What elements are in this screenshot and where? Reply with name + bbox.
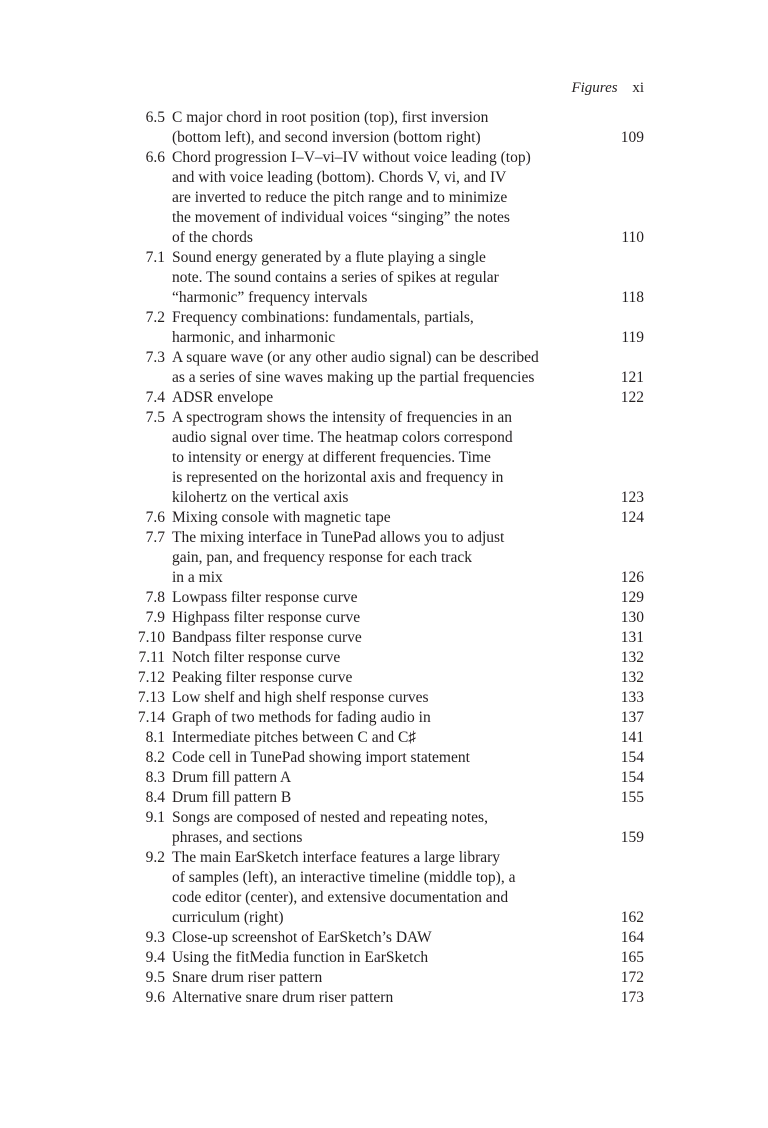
figure-entry — [128, 948, 644, 968]
figure-number: 7.7 — [145, 529, 165, 546]
figure-caption — [172, 848, 578, 928]
running-head — [571, 78, 644, 98]
figure-entry — [128, 748, 644, 768]
figure-caption-line: Lowpass filter response curve — [172, 589, 358, 606]
figure-entry — [128, 968, 644, 988]
figure-entry — [128, 528, 644, 588]
figure-caption-line: note. The sound contains a series of spikes at regular — [172, 269, 499, 286]
running-head-section: Figures — [571, 80, 618, 96]
figure-page-number: 126 — [620, 569, 644, 586]
figure-caption-line: and with voice leading (bottom). Chords V, vi, and IV — [172, 169, 507, 186]
figure-caption-line: the movement of individual voices “singing” the notes — [172, 209, 510, 226]
figure-caption — [172, 968, 578, 988]
figure-caption-line: Using the fitMedia function in EarSketch — [172, 949, 429, 966]
figure-caption — [172, 788, 578, 808]
figure-number: 7.14 — [137, 709, 165, 726]
figure-caption-line: kilohertz on the vertical axis — [172, 489, 349, 506]
figure-page-number: 129 — [620, 589, 644, 606]
figure-caption-line: audio signal over time. The heatmap colors correspond — [172, 429, 513, 446]
figure-caption-line: Chord progression I–V–vi–IV without voice leading (top) — [172, 149, 531, 166]
figure-number: 7.10 — [137, 629, 165, 646]
figure-caption — [172, 108, 578, 148]
figure-caption-line: C major chord in root position (top), first inversion — [172, 109, 489, 126]
figure-caption-line: Code cell in TunePad showing import statement — [172, 749, 470, 766]
figure-entry — [128, 348, 644, 388]
figure-page-number: 173 — [620, 989, 644, 1006]
figure-page-number: 159 — [620, 829, 644, 846]
figure-entry — [128, 928, 644, 948]
figure-number: 7.11 — [138, 649, 165, 666]
figure-caption-line: Graph of two methods for fading audio in — [172, 709, 431, 726]
figure-number: 8.4 — [145, 789, 165, 806]
figure-page-number: 118 — [621, 289, 644, 306]
figure-page-number: 165 — [620, 949, 644, 966]
figure-page-number: 119 — [621, 329, 644, 346]
figure-page-number: 109 — [620, 129, 644, 146]
figure-entry — [128, 608, 644, 628]
figure-number: 7.6 — [145, 509, 165, 526]
figure-caption-line: harmonic, and inharmonic — [172, 329, 336, 346]
figure-page-number: 155 — [620, 789, 644, 806]
figure-number: 7.13 — [137, 689, 165, 706]
figure-entry — [128, 148, 644, 248]
figure-number: 9.1 — [145, 809, 165, 826]
figure-number: 7.9 — [145, 609, 165, 626]
figure-number: 7.1 — [145, 249, 165, 266]
figure-page-number: 121 — [620, 369, 644, 386]
figure-number: 7.2 — [145, 309, 165, 326]
figure-caption-line: (bottom left), and second inversion (bottom right) — [172, 129, 481, 146]
figure-page-number: 133 — [620, 689, 644, 706]
figure-caption-line: of samples (left), an interactive timeline (middle top), a — [172, 869, 516, 886]
figure-page-number: 124 — [620, 509, 644, 526]
figure-entry — [128, 848, 644, 928]
figure-caption — [172, 348, 578, 388]
figure-page-number: 162 — [620, 909, 644, 926]
figure-caption — [172, 608, 578, 628]
figure-page-number: 172 — [620, 969, 644, 986]
figure-caption-line: Drum fill pattern A — [172, 769, 292, 786]
figure-caption — [172, 508, 578, 528]
figure-caption-line: Peaking filter response curve — [172, 669, 353, 686]
figure-caption — [172, 948, 578, 968]
figure-caption — [172, 708, 578, 728]
figure-caption-line: The main EarSketch interface features a large library — [172, 849, 501, 866]
figure-caption-line: Notch filter response curve — [172, 649, 341, 666]
figure-number: 7.3 — [145, 349, 165, 366]
figure-caption-line: Highpass filter response curve — [172, 609, 361, 626]
figure-number: 9.3 — [145, 929, 165, 946]
figure-caption-line: Frequency combinations: fundamentals, partials, — [172, 309, 474, 326]
figure-number: 9.4 — [145, 949, 165, 966]
figure-entry — [128, 708, 644, 728]
figure-entry — [128, 688, 644, 708]
figure-caption-line: of the chords — [172, 229, 253, 246]
figure-number: 7.5 — [145, 409, 165, 426]
figure-caption-line: Intermediate pitches between C and C♯ — [172, 729, 417, 746]
figure-page-number: 154 — [620, 769, 644, 786]
figure-page-number: 154 — [620, 749, 644, 766]
figure-entry — [128, 388, 644, 408]
figure-entry — [128, 728, 644, 748]
figure-number: 7.12 — [137, 669, 165, 686]
figure-caption — [172, 308, 578, 348]
figure-caption-line: is represented on the horizontal axis and frequency in — [172, 469, 504, 486]
figure-entry — [128, 308, 644, 348]
figure-caption — [172, 588, 578, 608]
figure-page-number: 122 — [620, 389, 644, 406]
figure-caption-line: “harmonic” frequency intervals — [172, 289, 368, 306]
figure-entry — [128, 588, 644, 608]
figure-caption — [172, 528, 578, 588]
figure-entry — [128, 808, 644, 848]
page-number: xi — [632, 80, 644, 96]
figure-number: 6.6 — [145, 149, 165, 166]
figure-number: 7.8 — [145, 589, 165, 606]
figure-list — [128, 108, 644, 1008]
figure-page-number: 131 — [620, 629, 644, 646]
figure-caption-line: ADSR envelope — [172, 389, 274, 406]
figure-number: 8.2 — [145, 749, 165, 766]
figure-caption-line: Songs are composed of nested and repeating notes, — [172, 809, 488, 826]
figure-page-number: 130 — [620, 609, 644, 626]
figure-caption — [172, 388, 578, 408]
figure-caption — [172, 668, 578, 688]
figure-caption-line: A spectrogram shows the intensity of frequencies in an — [172, 409, 513, 426]
figure-entry — [128, 408, 644, 508]
figure-entry — [128, 628, 644, 648]
figure-caption-line: Bandpass filter response curve — [172, 629, 362, 646]
figure-caption-line: code editor (center), and extensive documentation and — [172, 889, 509, 906]
figure-caption-line: A square wave (or any other audio signal) can be described — [172, 349, 539, 366]
figure-caption — [172, 988, 578, 1008]
figure-number: 9.6 — [145, 989, 165, 1006]
figure-page-number: 123 — [620, 489, 644, 506]
figure-entry — [128, 108, 644, 148]
figure-entry — [128, 768, 644, 788]
figure-caption-line: in a mix — [172, 569, 223, 586]
figure-caption — [172, 148, 578, 248]
figure-page-number: 141 — [620, 729, 644, 746]
figure-entry — [128, 248, 644, 308]
figure-caption — [172, 768, 578, 788]
figure-caption — [172, 748, 578, 768]
figure-caption-line: curriculum (right) — [172, 909, 284, 926]
figure-caption-line: gain, pan, and frequency response for each track — [172, 549, 472, 566]
figure-number: 7.4 — [145, 389, 165, 406]
figure-caption-line: Mixing console with magnetic tape — [172, 509, 391, 526]
figure-caption-line: Sound energy generated by a flute playing a single — [172, 249, 486, 266]
figure-caption-line: are inverted to reduce the pitch range and to minimize — [172, 189, 508, 206]
figure-number: 9.2 — [145, 849, 165, 866]
figure-number: 6.5 — [145, 109, 165, 126]
figure-caption — [172, 688, 578, 708]
figure-entry — [128, 508, 644, 528]
figure-number: 8.3 — [145, 769, 165, 786]
figure-caption-line: Snare drum riser pattern — [172, 969, 323, 986]
figure-entry — [128, 988, 644, 1008]
figure-caption — [172, 408, 578, 508]
figure-caption-line: Alternative snare drum riser pattern — [172, 989, 394, 1006]
figure-entry — [128, 668, 644, 688]
figure-page-number: 132 — [620, 669, 644, 686]
figure-caption — [172, 628, 578, 648]
figure-page-number: 110 — [621, 229, 644, 246]
figure-caption — [172, 728, 578, 748]
figure-caption-line: Low shelf and high shelf response curves — [172, 689, 429, 706]
figure-caption-line: as a series of sine waves making up the partial frequencies — [172, 369, 535, 386]
figure-page-number: 164 — [620, 929, 644, 946]
figure-caption-line: The mixing interface in TunePad allows you to adjust — [172, 529, 505, 546]
figure-caption — [172, 248, 578, 308]
figure-caption-line: phrases, and sections — [172, 829, 303, 846]
figure-caption-line: Close-up screenshot of EarSketch’s DAW — [172, 929, 432, 946]
figure-number: 8.1 — [145, 729, 165, 746]
figure-page-number: 137 — [620, 709, 644, 726]
figure-caption — [172, 808, 578, 848]
figure-caption-line: to intensity or energy at different frequencies. Time — [172, 449, 491, 466]
figure-caption-line: Drum fill pattern B — [172, 789, 292, 806]
figure-number: 9.5 — [145, 969, 165, 986]
figure-page-number: 132 — [620, 649, 644, 666]
figure-caption — [172, 928, 578, 948]
figure-entry — [128, 788, 644, 808]
figure-caption — [172, 648, 578, 668]
figure-entry — [128, 648, 644, 668]
